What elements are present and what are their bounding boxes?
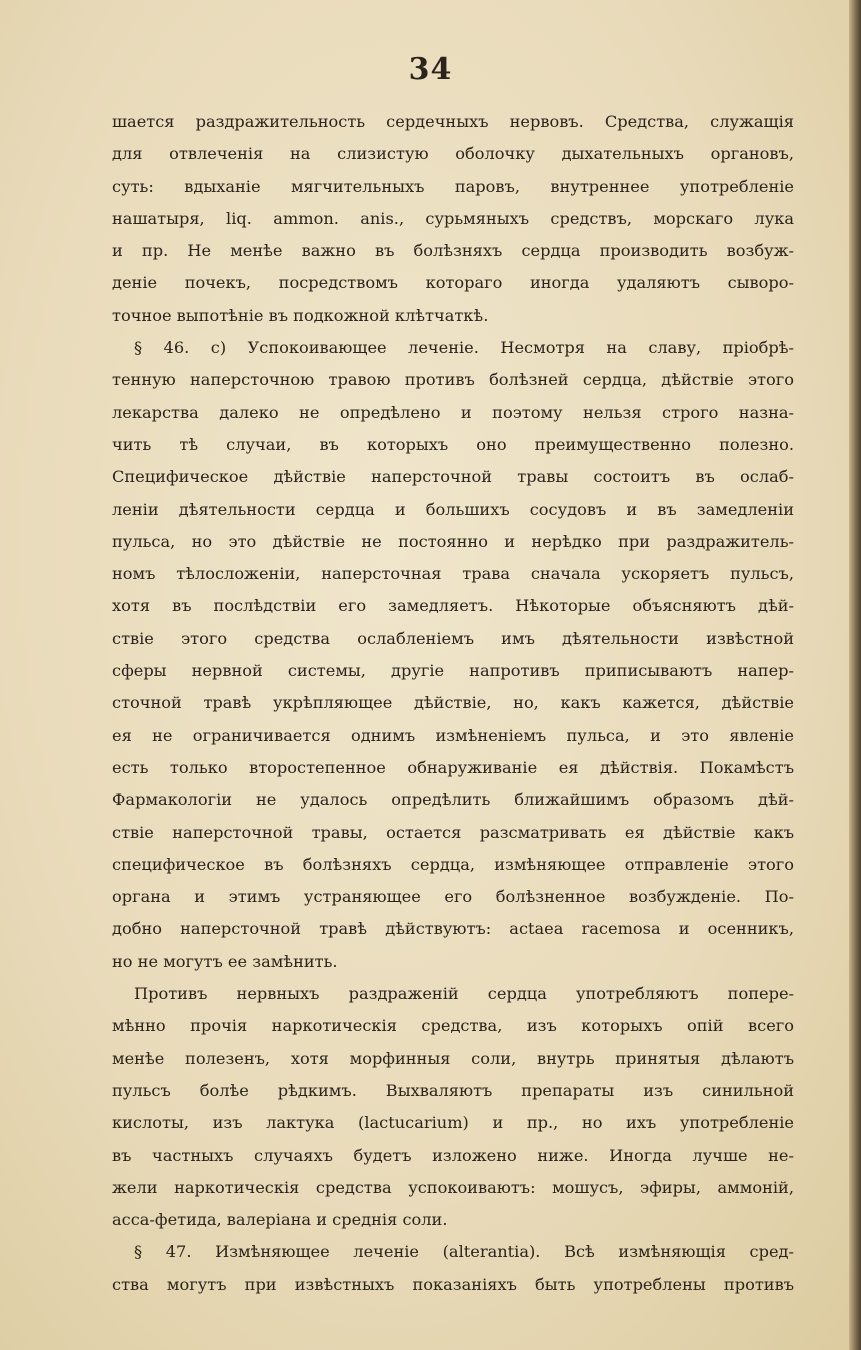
text-line: менѣе полезенъ, хотя морфинныя соли, внутрь принятыя дѣлаютъ — [112, 1048, 794, 1068]
text-line: и пр. Не менѣе важно въ болѣзняхъ сердца производить возбуж- — [112, 241, 794, 261]
text-line: жели наркотическія средства успокоиваютъ: мошусъ, эфиры, аммоній, — [112, 1177, 794, 1197]
text-line: органа и этимъ устраняющее его болѣзненное возбужденіе. По- — [112, 887, 794, 907]
paragraph-start-line: Противъ нервныхъ раздраженій сердца употребляютъ попере- — [134, 984, 794, 1004]
text-line: добно наперсточной травѣ дѣйствуютъ: actaea racemosa и осенникъ, — [112, 919, 794, 939]
text-line: есть только второстепенное обнаруживаніе ея дѣйствія. Покамѣстъ — [112, 757, 794, 777]
text-line: Специфическое дѣйствіе наперсточной травы состоитъ въ ослаб- — [112, 467, 794, 487]
text-line: нашатыря, liq. ammon. anis., сурьмяныхъ средствъ, морскаго лука — [112, 208, 794, 228]
text-line: но не могутъ ее замѣнить. — [112, 951, 338, 971]
text-line: лекарства далеко не опредѣлено и поэтому нельзя строго назна- — [112, 402, 794, 422]
text-line: пульсъ болѣе рѣдкимъ. Выхваляютъ препараты изъ синильной — [112, 1080, 794, 1100]
text-line: хотя въ послѣдствіи его замедляетъ. Нѣкоторые объясняютъ дѣй- — [112, 596, 794, 616]
page-body-text — [112, 106, 794, 1301]
text-line: ея не ограничивается однимъ измѣненіемъ пульса, и это явленіе — [112, 725, 794, 745]
text-line: пульса, но это дѣйствіе не постоянно и нерѣдко при раздражитель- — [112, 531, 794, 551]
text-line: леніи дѣятельности сердца и большихъ сосудовъ и въ замедленіи — [112, 499, 794, 519]
text-line: деніе почекъ, посредствомъ котораго иногда удаляютъ сыворо- — [112, 273, 794, 293]
section-46-heading-line: § 46. c) Успокоивающее леченіе. Несмотря на славу, пріобрѣ- — [134, 338, 794, 358]
text-line: Фармакологіи не удалось опредѣлить ближайшимъ образомъ дѣй- — [112, 790, 794, 810]
text-line: для отвлеченія на слизистую оболочку дыхательныхъ органовъ, — [112, 144, 794, 164]
text-line: тенную наперсточною травою противъ болѣзней сердца, дѣйствіе этого — [112, 370, 794, 390]
text-line: ства могутъ при извѣстныхъ показаніяхъ быть употреблены противъ — [112, 1274, 794, 1294]
text-line: специфическое въ болѣзняхъ сердца, измѣняющее отправленіе этого — [112, 854, 794, 874]
text-line: сточной травѣ укрѣпляющее дѣйствіе, но, какъ кажется, дѣйствіе — [112, 693, 794, 713]
text-line: асса-фетида, валеріана и среднія соли. — [112, 1210, 448, 1230]
text-line: чить тѣ случаи, въ которыхъ оно преимущественно полезно. — [112, 434, 794, 454]
page-number: 34 — [408, 52, 453, 87]
text-line: точное выпотѣніе въ подкожной клѣтчаткѣ. — [112, 305, 489, 325]
text-line: шается раздражительность сердечныхъ нервовъ. Средства, служащія — [112, 112, 794, 131]
text-line: ствіе этого средства ослабленіемъ имъ дѣятельности извѣстной — [112, 628, 794, 648]
text-line: кислоты, изъ лактука (lactucarium) и пр., но ихъ употребленіе — [112, 1113, 794, 1133]
text-line: въ частныхъ случаяхъ будетъ изложено ниже. Иногда лучше не- — [112, 1145, 794, 1165]
text-line: ствіе наперсточной травы, остается разсматривать ея дѣйствіе какъ — [112, 822, 794, 842]
section-47-heading-line: § 47. Измѣняющее леченіе (alterantia). Всѣ измѣняющія сред- — [134, 1242, 794, 1262]
text-line: мѣнно прочія наркотическія средства, изъ которыхъ опій всего — [112, 1016, 794, 1036]
text-line: номъ тѣлосложеніи, наперсточная трава сначала ускоряетъ пульсъ, — [112, 564, 794, 584]
text-line: суть: вдыханіе мягчительныхъ паровъ, внутреннее употребленіе — [112, 176, 794, 196]
text-line: сферы нервной системы, другіе напротивъ приписываютъ напер- — [112, 661, 794, 681]
page-binding-edge — [849, 0, 861, 1350]
